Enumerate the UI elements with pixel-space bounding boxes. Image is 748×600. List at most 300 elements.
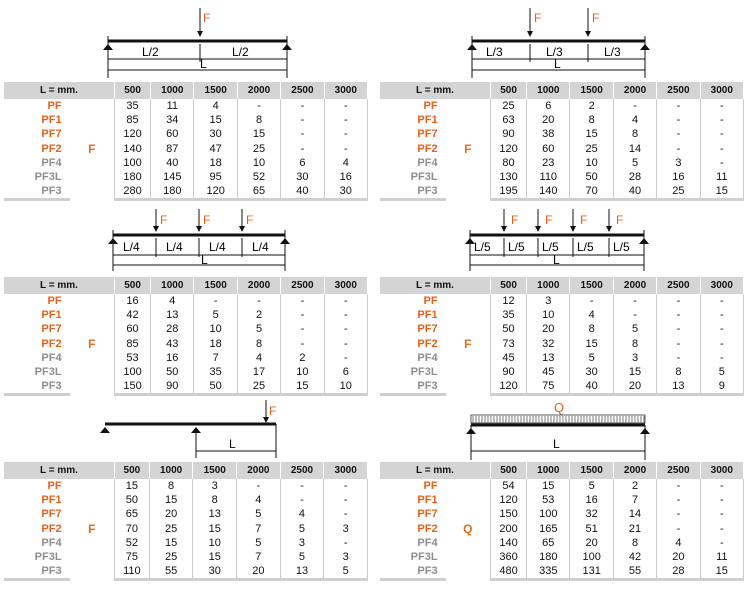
table-row <box>380 184 744 200</box>
load-value-cell: - <box>700 127 743 141</box>
load-panel-6 <box>380 396 744 600</box>
load-value-cell: - <box>700 351 743 365</box>
segment-label: L/2 <box>232 45 249 59</box>
length-column-header: 1000 <box>527 462 570 479</box>
load-value-cell: - <box>700 113 743 127</box>
load-value-cell: 30 <box>194 127 237 141</box>
table-row <box>4 550 368 564</box>
segment-label: L/5 <box>542 240 559 254</box>
load-panel-1 <box>4 0 368 205</box>
load-symbol: F <box>70 99 115 200</box>
length-column-header: 2500 <box>280 462 324 479</box>
load-value-cell: 15 <box>149 493 193 507</box>
table-row <box>380 294 744 308</box>
load-value-cell: 30 <box>324 184 367 200</box>
load-value-cell: 15 <box>149 536 193 550</box>
table-row <box>4 142 368 156</box>
load-value-cell: 180 <box>527 550 570 564</box>
length-column-header: 500 <box>491 82 527 99</box>
length-column-header: 3000 <box>700 277 743 294</box>
load-value-cell: 8 <box>237 113 280 127</box>
load-value-cell: 200 <box>491 522 527 536</box>
product-code: PF3 <box>380 564 446 580</box>
load-label: F <box>511 213 519 227</box>
table-row <box>380 337 744 351</box>
load-value-cell: - <box>700 156 743 170</box>
product-code: PF <box>47 295 62 308</box>
load-value-cell: 4 <box>613 113 656 127</box>
load-value-cell: 180 <box>151 184 194 200</box>
segment-label: L/3 <box>486 45 503 59</box>
load-value-cell: 20 <box>570 536 613 550</box>
load-value-cell: 25 <box>237 142 280 156</box>
length-column-header: 2000 <box>613 82 656 99</box>
load-label: F <box>160 213 168 227</box>
length-header-label: L = mm. <box>4 462 115 479</box>
load-symbol: F <box>70 294 115 395</box>
table-row <box>380 365 744 379</box>
load-value-cell: - <box>237 294 280 308</box>
load-value-cell: 100 <box>115 365 151 379</box>
product-code: PF3L <box>410 171 438 184</box>
load-value-cell: 50 <box>491 322 527 336</box>
load-value-cell: - <box>613 308 656 322</box>
table-row <box>380 142 744 156</box>
load-value-cell: 480 <box>491 564 527 580</box>
load-value-cell: 8 <box>237 337 280 351</box>
table-row <box>4 127 368 141</box>
load-value-cell: 85 <box>115 113 151 127</box>
load-value-cell: - <box>657 142 700 156</box>
table-row <box>4 322 368 336</box>
load-value-cell: - <box>281 113 324 127</box>
product-code: PF2 <box>417 522 438 535</box>
segment-label: L/4 <box>123 240 140 254</box>
load-value-cell: 110 <box>527 170 570 184</box>
load-value-cell: 30 <box>281 170 324 184</box>
load-value-cell: 7 <box>613 493 656 507</box>
segment-label: L/5 <box>474 240 491 254</box>
load-value-cell: 16 <box>115 294 151 308</box>
load-value-cell: 28 <box>613 170 656 184</box>
total-length-label: L <box>200 57 207 71</box>
load-value-cell: - <box>324 507 368 521</box>
length-header-label: L = mm. <box>4 277 115 294</box>
load-value-cell: 53 <box>527 493 570 507</box>
load-value-cell: 8 <box>570 113 613 127</box>
load-table <box>380 462 744 581</box>
load-value-cell: 335 <box>527 564 570 580</box>
length-column-header: 2500 <box>657 462 700 479</box>
load-panel-5 <box>4 396 368 600</box>
length-header-label: L = mm. <box>4 82 115 99</box>
load-value-cell: - <box>324 294 367 308</box>
load-value-cell: 150 <box>491 507 527 521</box>
load-value-cell: 5 <box>613 156 656 170</box>
load-value-cell: 12 <box>491 294 527 308</box>
length-column-header: 1000 <box>151 277 194 294</box>
load-value-cell: 13 <box>193 507 237 521</box>
table-row <box>4 493 368 507</box>
product-code: PF7 <box>41 128 62 141</box>
segment-label: L/4 <box>166 240 183 254</box>
load-value-cell: - <box>324 142 367 156</box>
load-value-cell: 5 <box>237 536 281 550</box>
load-value-cell: 45 <box>491 351 527 365</box>
load-value-cell: 5 <box>324 564 368 580</box>
beam-diagram-fifth <box>380 205 744 277</box>
load-value-cell: 47 <box>194 142 237 156</box>
length-column-header: 3000 <box>324 82 367 99</box>
load-value-cell: - <box>657 522 700 536</box>
load-value-cell: 5 <box>570 479 613 493</box>
load-label: F <box>580 213 588 227</box>
load-value-cell: 14 <box>613 142 656 156</box>
load-value-cell: 15 <box>115 479 150 493</box>
load-value-cell: 16 <box>657 170 700 184</box>
length-column-header: 2500 <box>281 277 324 294</box>
load-value-cell: 60 <box>527 142 570 156</box>
load-value-cell: 150 <box>115 379 151 395</box>
load-value-cell: 8 <box>613 337 656 351</box>
load-value-cell: 110 <box>115 564 150 580</box>
load-value-cell: 130 <box>491 170 527 184</box>
table-row <box>4 99 368 113</box>
load-value-cell: 70 <box>115 522 150 536</box>
load-value-cell: - <box>324 113 367 127</box>
load-value-cell: - <box>281 142 324 156</box>
load-value-cell: - <box>613 99 656 113</box>
load-value-cell: - <box>324 493 368 507</box>
load-value-cell: 3 <box>657 156 700 170</box>
load-table <box>4 277 368 396</box>
load-value-cell: 15 <box>700 184 743 200</box>
load-value-cell: 38 <box>527 127 570 141</box>
load-table <box>4 462 368 581</box>
load-value-cell: 60 <box>151 127 194 141</box>
load-value-cell: 140 <box>527 184 570 200</box>
product-code: PF3 <box>380 379 446 395</box>
length-header-label: L = mm. <box>380 277 491 294</box>
load-value-cell: 65 <box>237 184 280 200</box>
load-value-cell: 120 <box>115 127 151 141</box>
load-value-cell: 20 <box>237 564 281 580</box>
product-code: PF2 <box>41 142 62 155</box>
load-value-cell: 65 <box>527 536 570 550</box>
load-value-cell: 100 <box>527 507 570 521</box>
load-value-cell: - <box>700 493 743 507</box>
table-row <box>380 127 744 141</box>
load-value-cell: 15 <box>237 127 280 141</box>
load-value-cell: - <box>324 479 368 493</box>
segment-label: L/5 <box>508 240 525 254</box>
load-value-cell: 51 <box>570 522 613 536</box>
load-value-cell: 10 <box>527 308 570 322</box>
load-value-cell: 5 <box>613 322 656 336</box>
load-value-cell: 3 <box>324 522 368 536</box>
table-row <box>4 479 368 493</box>
product-code: PF4 <box>417 351 438 364</box>
length-column-header: 1500 <box>570 462 613 479</box>
length-column-header: 2000 <box>237 277 280 294</box>
center-load-beam-diagram <box>4 0 368 82</box>
product-code: PF7 <box>417 508 438 521</box>
length-column-header: 2000 <box>613 462 656 479</box>
table-row <box>380 170 744 184</box>
product-code: PF3L <box>34 551 62 564</box>
length-column-header: 1500 <box>570 277 613 294</box>
load-symbol: F <box>446 294 491 395</box>
table-row <box>4 170 368 184</box>
table-row <box>380 536 744 550</box>
load-value-cell: 4 <box>151 294 194 308</box>
load-value-cell: - <box>613 294 656 308</box>
load-value-cell: - <box>281 294 324 308</box>
load-value-cell: 7 <box>194 351 237 365</box>
product-code: PF2 <box>41 522 62 535</box>
load-value-cell: - <box>324 322 367 336</box>
load-value-cell: 9 <box>700 379 743 395</box>
product-code: PF1 <box>41 309 62 322</box>
beam-diagram-cantilever <box>4 396 368 466</box>
load-value-cell: 3 <box>527 294 570 308</box>
product-code: PF3 <box>4 184 70 200</box>
load-value-cell: 8 <box>149 479 193 493</box>
load-value-cell: 4 <box>237 493 281 507</box>
load-value-cell: 131 <box>570 564 613 580</box>
load-value-cell: 8 <box>193 493 237 507</box>
load-value-cell: 195 <box>491 184 527 200</box>
load-value-cell: 20 <box>613 379 656 395</box>
load-symbol: F <box>70 479 115 580</box>
length-column-header: 1000 <box>527 82 570 99</box>
load-value-cell: - <box>657 127 700 141</box>
load-label: F <box>203 213 211 227</box>
product-code: PF3L <box>410 551 438 564</box>
segment-label: L/5 <box>613 240 630 254</box>
product-code: PF4 <box>417 536 438 549</box>
load-value-cell: 120 <box>491 493 527 507</box>
load-value-cell: - <box>657 337 700 351</box>
beam-diagram-distributed <box>380 396 744 466</box>
load-value-cell: - <box>194 294 237 308</box>
load-value-cell: 23 <box>527 156 570 170</box>
load-value-cell: 13 <box>527 351 570 365</box>
load-value-cell: - <box>324 127 367 141</box>
load-value-cell: 32 <box>527 337 570 351</box>
load-value-cell: 120 <box>194 184 237 200</box>
load-symbol: F <box>446 99 491 200</box>
length-column-header: 1000 <box>151 82 194 99</box>
load-value-cell: - <box>700 308 743 322</box>
load-value-cell: 25 <box>570 142 613 156</box>
load-value-cell: 30 <box>570 365 613 379</box>
load-value-cell: - <box>280 479 324 493</box>
load-value-cell: - <box>657 479 700 493</box>
load-value-cell: 35 <box>194 365 237 379</box>
three-load-beam-diagram <box>4 205 368 277</box>
product-code: PF7 <box>41 508 62 521</box>
load-value-cell: 145 <box>151 170 194 184</box>
load-value-cell: - <box>237 99 280 113</box>
length-column-header: 2500 <box>281 82 324 99</box>
load-value-cell: 8 <box>613 127 656 141</box>
beam-diagram-half <box>4 0 368 82</box>
load-value-cell: 6 <box>281 156 324 170</box>
load-value-cell: 4 <box>570 308 613 322</box>
length-column-header: 3000 <box>700 82 743 99</box>
load-value-cell: 2 <box>281 351 324 365</box>
load-value-cell: - <box>657 308 700 322</box>
length-column-header: 3000 <box>700 462 743 479</box>
length-column-header: 500 <box>115 462 150 479</box>
table-row <box>4 294 368 308</box>
load-value-cell: 4 <box>194 99 237 113</box>
load-value-cell: - <box>570 294 613 308</box>
load-value-cell: 360 <box>491 550 527 564</box>
table-row <box>380 550 744 564</box>
load-value-cell: 6 <box>527 99 570 113</box>
load-value-cell: 87 <box>151 142 194 156</box>
load-label: F <box>246 213 254 227</box>
load-value-cell: 63 <box>491 113 527 127</box>
load-value-cell: 7 <box>237 550 281 564</box>
product-code: PF <box>47 100 62 113</box>
length-column-header: 2000 <box>237 82 280 99</box>
load-value-cell: 15 <box>193 522 237 536</box>
table-row <box>380 308 744 322</box>
load-value-cell: - <box>324 308 367 322</box>
load-value-cell: 15 <box>570 337 613 351</box>
load-symbol: Q <box>446 479 491 580</box>
load-value-cell: 100 <box>115 156 151 170</box>
load-value-cell: 2 <box>613 479 656 493</box>
product-code: PF1 <box>417 494 438 507</box>
product-code: PF7 <box>41 323 62 336</box>
product-code: PF4 <box>41 536 62 549</box>
load-table <box>4 82 368 201</box>
load-label: F <box>269 404 277 418</box>
table-row <box>4 536 368 550</box>
load-value-cell: 25 <box>491 99 527 113</box>
load-value-cell: 5 <box>194 308 237 322</box>
load-value-cell: - <box>324 99 367 113</box>
table-row <box>380 113 744 127</box>
total-length-label: L <box>229 437 236 451</box>
load-label: F <box>592 11 600 25</box>
load-value-cell: 52 <box>115 536 150 550</box>
load-value-cell: 40 <box>281 184 324 200</box>
load-value-cell: 70 <box>570 184 613 200</box>
product-code: PF1 <box>417 114 438 127</box>
product-code: PF2 <box>417 142 438 155</box>
table-row <box>380 322 744 336</box>
table-row <box>4 564 368 580</box>
table-row <box>380 99 744 113</box>
load-value-cell: 15 <box>281 379 324 395</box>
table-row <box>380 479 744 493</box>
load-value-cell: 25 <box>149 550 193 564</box>
table-row <box>380 493 744 507</box>
load-value-cell: - <box>281 308 324 322</box>
table-row <box>380 507 744 521</box>
load-value-cell: 35 <box>491 308 527 322</box>
load-value-cell: 2 <box>237 308 280 322</box>
load-value-cell: 20 <box>657 550 700 564</box>
table-row <box>4 379 368 395</box>
length-column-header: 500 <box>491 277 527 294</box>
product-code: PF <box>423 295 438 308</box>
load-value-cell: 140 <box>115 142 151 156</box>
total-length-label: L <box>553 437 560 451</box>
load-panel-4 <box>380 205 744 400</box>
product-code: PF1 <box>41 114 62 127</box>
load-value-cell: 15 <box>570 127 613 141</box>
length-header-label: L = mm. <box>380 82 491 99</box>
load-value-cell: 3 <box>280 536 324 550</box>
load-value-cell: 18 <box>194 156 237 170</box>
load-value-cell: 15 <box>194 113 237 127</box>
load-value-cell: 32 <box>570 507 613 521</box>
load-value-cell: 54 <box>491 479 527 493</box>
product-code: PF3L <box>410 366 438 379</box>
load-value-cell: 5 <box>570 351 613 365</box>
load-value-cell: 13 <box>151 308 194 322</box>
load-value-cell: 10 <box>194 322 237 336</box>
load-value-cell: 8 <box>570 322 613 336</box>
product-code: PF1 <box>41 494 62 507</box>
table-row <box>4 156 368 170</box>
load-value-cell: 5 <box>237 507 281 521</box>
load-value-cell: 120 <box>491 142 527 156</box>
load-value-cell: 52 <box>237 170 280 184</box>
product-code: PF3L <box>34 366 62 379</box>
length-column-header: 2500 <box>657 277 700 294</box>
load-panel-3 <box>4 205 368 400</box>
product-code: PF3 <box>380 184 446 200</box>
load-value-cell: 280 <box>115 184 151 200</box>
load-value-cell: 21 <box>613 522 656 536</box>
load-value-cell: 13 <box>657 379 700 395</box>
load-panel-2 <box>380 0 744 205</box>
load-value-cell: 120 <box>491 379 527 395</box>
length-column-header: 1000 <box>527 277 570 294</box>
load-value-cell: 43 <box>151 337 194 351</box>
load-value-cell: 4 <box>657 536 700 550</box>
length-column-header: 1500 <box>194 277 237 294</box>
load-value-cell: 90 <box>151 379 194 395</box>
load-label: F <box>545 213 553 227</box>
segment-label: L/4 <box>252 240 269 254</box>
load-value-cell: 40 <box>570 379 613 395</box>
load-value-cell: 42 <box>613 550 656 564</box>
load-value-cell: - <box>657 99 700 113</box>
beam-diagram-third <box>380 0 744 82</box>
load-value-cell: 14 <box>613 507 656 521</box>
table-row <box>4 184 368 200</box>
length-column-header: 500 <box>115 82 151 99</box>
segment-label: L/5 <box>577 240 594 254</box>
load-value-cell: 60 <box>115 322 151 336</box>
load-value-cell: 34 <box>151 113 194 127</box>
product-code: PF7 <box>417 128 438 141</box>
table-row <box>4 308 368 322</box>
load-value-cell: 65 <box>115 507 150 521</box>
load-value-cell: 8 <box>657 365 700 379</box>
load-value-cell: - <box>657 322 700 336</box>
cantilever-beam-diagram <box>4 396 368 466</box>
load-value-cell: - <box>657 113 700 127</box>
